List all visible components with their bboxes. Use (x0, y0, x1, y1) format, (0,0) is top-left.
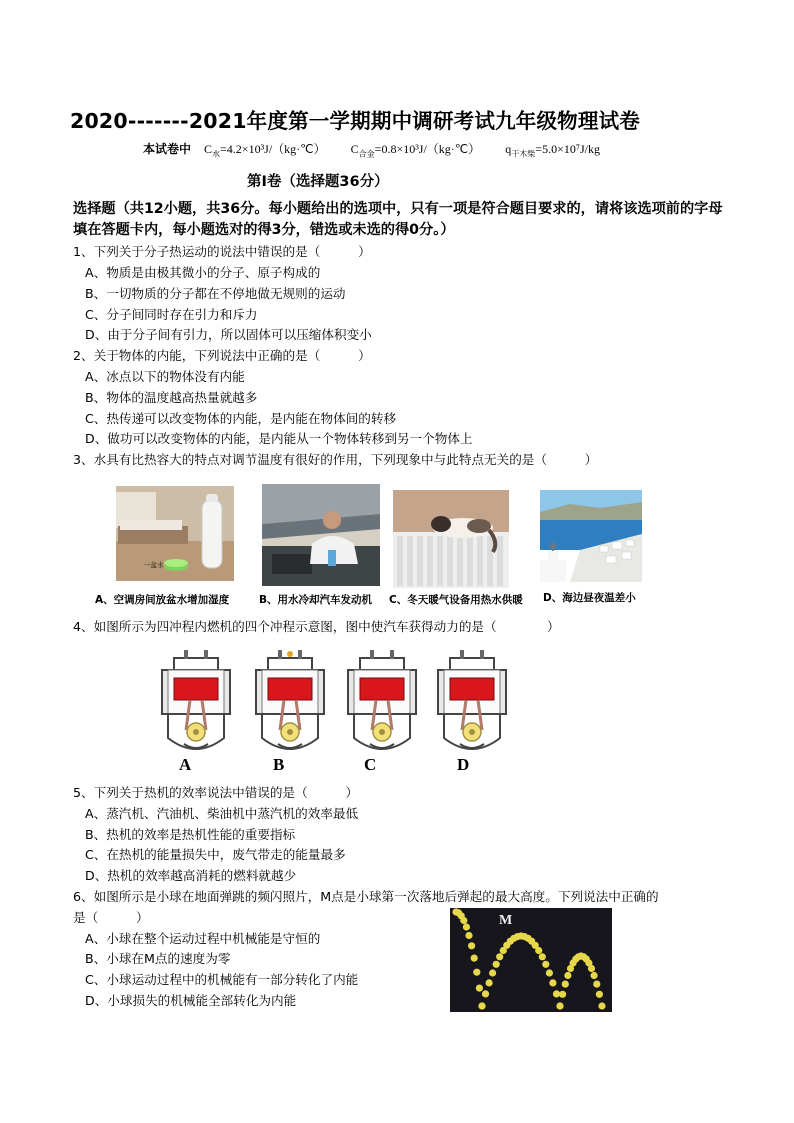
ball-dot (562, 981, 569, 988)
question-4-stem: 4、如图所示为四冲程内燃机的四个冲程示意图，图中使汽车获得动力的是（ ） (73, 619, 560, 634)
photo-car-engine (262, 484, 380, 586)
ball-dot (473, 969, 480, 976)
ball-dot (460, 917, 467, 924)
engine-label-b: B (273, 755, 285, 774)
constants-lead: 本试卷中 (143, 142, 192, 156)
ball-dot (478, 1002, 485, 1009)
engine-strokes-diagram (150, 648, 510, 760)
ball-dot (463, 923, 470, 930)
point-m-label: M (499, 913, 513, 928)
constant-water: $C_水=4.2\times 10^3J/(kg\cdot℃)$ (204, 142, 326, 159)
ball-dot (593, 981, 600, 988)
q2-option-b: B、物体的温度越高热量就越多 (85, 390, 258, 405)
ball-dot (465, 932, 472, 939)
q6-option-c: C、小球运动过程中的机械能有一部分转化了内能 (85, 972, 359, 987)
ball-dot (549, 979, 556, 986)
constants-line (143, 140, 763, 159)
ball-dot (493, 961, 500, 968)
ball-dot (596, 991, 603, 998)
constant-firewood: $q_{干木柴}=5.0\times 10^7J/kg$ (505, 142, 601, 159)
ball-dot (471, 955, 478, 962)
ball-dot (486, 979, 493, 986)
question-6-stem-line2: 是（ ） (73, 910, 149, 925)
ball-dot (476, 985, 483, 992)
question-2-stem: 2、关于物体的内能，下列说法中正确的是（ ） (73, 348, 371, 363)
ball-dot (546, 969, 553, 976)
ball-dot (539, 953, 546, 960)
question-6-stem-line1: 6、如图所示是小球在地面弹跳的频闪照片，M点是小球第一次落地后弹起的最大高度。下列说法中正确的 (73, 889, 659, 904)
q5-option-a: A、蒸汽机、汽油机、柴油机中蒸汽机的效率最低 (85, 806, 359, 821)
ball-dot (553, 990, 560, 997)
ball-dot (482, 990, 489, 997)
q1-option-b: B、一切物质的分子都在不停地做无规则的运动 (85, 286, 346, 301)
q1-option-a: A、物质是由极其微小的分子、原子构成的 (85, 265, 321, 280)
photo-room-humidifier (116, 486, 234, 581)
q3-caption-c: C、冬天暖气设备用热水供暖 (389, 594, 523, 606)
q2-option-d: D、做功可以改变物体的内能，是内能从一个物体转移到另一个物体上 (85, 431, 473, 446)
q3-caption-d: D、海边昼夜温差小 (543, 592, 636, 604)
question-1-stem: 1、下列关于分子热运动的说法中错误的是（ ） (73, 244, 371, 259)
question-5-stem: 5、下列关于热机的效率说法中错误的是（ ） (73, 785, 359, 800)
ball-dot (496, 953, 503, 960)
page-title: 2020-------2021年度第一学期期中调研考试九年级物理试卷 (70, 109, 640, 133)
q1-option-c: C、分子间同时存在引力和斥力 (85, 307, 258, 322)
section-heading: 第Ⅰ卷（选择题36分） (247, 174, 389, 190)
ball-dot (542, 961, 549, 968)
constant-alloy: $C_{合金}=0.8\times 10^3J/(kg\cdot℃)$ (350, 142, 481, 159)
q6-option-b: B、小球在M点的速度为零 (85, 951, 231, 966)
q2-option-a: A、冰点以下的物体没有内能 (85, 369, 245, 384)
photo-bouncing-ball (450, 908, 612, 1012)
q5-option-d: D、热机的效率越高消耗的燃料就越少 (85, 868, 297, 883)
ball-dot (489, 969, 496, 976)
q3-caption-b: B、用水冷却汽车发动机 (259, 594, 373, 606)
basin-label: 一盆水 (144, 561, 164, 569)
ball-dot (535, 947, 542, 954)
q3-caption-a: A、空调房间放盆水增加湿度 (95, 594, 230, 606)
q1-option-d: D、由于分子间有引力，所以固体可以压缩体积变小 (85, 327, 372, 342)
ball-dot (468, 942, 475, 949)
photo-seaside (540, 490, 642, 582)
section-instructions: 选择题（共12小题，共36分。每小题给出的选项中，只有一项是符合题目要求的，请将该选项前的字母填在答题卡内，每小题选对的得3分，错选或未选的得0分。） (73, 201, 723, 238)
engine-label-a: A (179, 755, 192, 774)
engine-label-c: C (364, 755, 377, 774)
ball-dot (588, 965, 595, 972)
ball-dot (556, 1002, 563, 1009)
q6-option-d: D、小球损失的机械能全部转化为内能 (85, 993, 297, 1008)
ball-dot (559, 991, 566, 998)
photo-cat-radiator (393, 490, 509, 588)
engine-label-d: D (457, 755, 470, 774)
q6-option-a: A、小球在整个运动过程中机械能是守恒的 (85, 931, 321, 946)
ball-dot (598, 1002, 605, 1009)
q5-option-b: B、热机的效率是热机性能的重要指标 (85, 827, 296, 842)
ball-dot (591, 972, 598, 979)
q2-option-c: C、热传递可以改变物体的内能，是内能在物体间的转移 (85, 411, 397, 426)
q5-option-c: C、在热机的能量损失中，废气带走的能量最多 (85, 847, 346, 862)
question-3-stem: 3、水具有比热容大的特点对调节温度有很好的作用，下列现象中与此特点无关的是（ ） (73, 452, 598, 467)
ball-dot (564, 972, 571, 979)
